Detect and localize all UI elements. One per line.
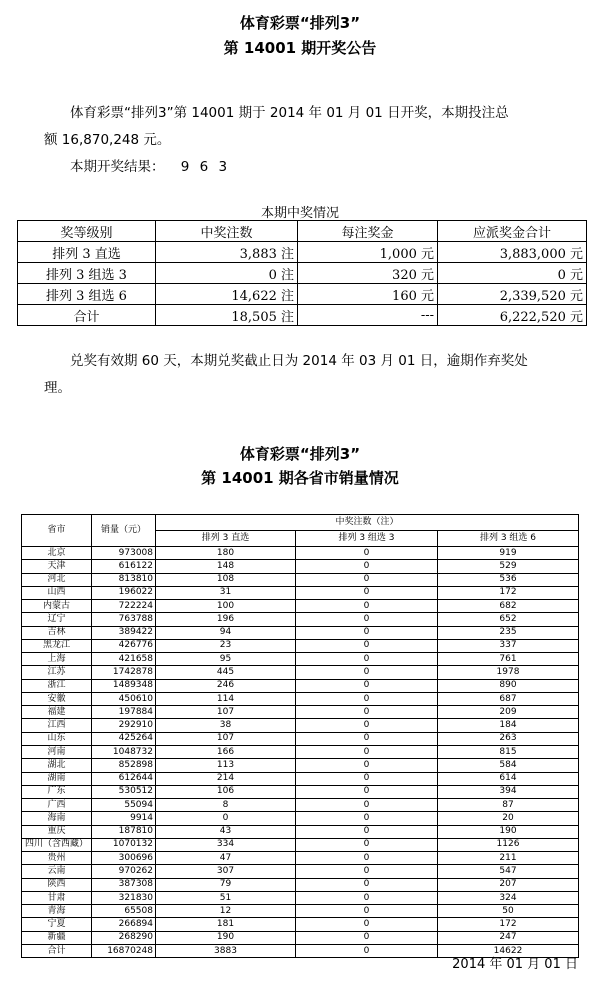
sales-group6-count: 815 [438,745,579,758]
sales-group6-count: 1978 [438,666,579,679]
sales-group6-count: 1126 [438,838,579,851]
award-total-row [18,305,587,326]
sales-group3-count: 0 [296,785,438,798]
sales-province: 湖南 [22,772,92,785]
sales-province: 山西 [22,586,92,599]
sales-direct-count: 106 [156,785,296,798]
sales-group6-count: 761 [438,653,579,666]
sales-row [22,732,579,745]
sales-province: 安徽 [22,692,92,705]
sales-amount: 1489348 [92,679,156,692]
notice-closing-line2: 理。 [44,380,71,396]
sales-direct-count: 148 [156,560,296,573]
sales-province: 新疆 [22,931,92,944]
sales-province: 浙江 [22,679,92,692]
award-prize: 1,000 元 [298,242,438,263]
footer-date: 2014 年 01 月 01 日 [452,957,578,972]
notice-closing-line1: 兑奖有效期 60 天，本期兑奖截止日为 2014 年 03 月 01 日，逾期作弃奖处 [70,353,528,369]
sales-amount: 426776 [92,639,156,652]
award-row [18,242,587,263]
sales-amount: 187810 [92,825,156,838]
sales-amount: 722224 [92,600,156,613]
sales-group6-count: 50 [438,905,579,918]
award-header-total: 应派奖金合计 [438,221,587,242]
sales-direct-count: 113 [156,759,296,772]
sales-group6-count: 324 [438,891,579,904]
sales-province: 北京 [22,547,92,560]
sales-row [22,573,579,586]
result-numbers: 9 6 3 [180,159,231,175]
sales-direct-count: 114 [156,692,296,705]
sales-row [22,759,579,772]
sales-group6-count: 184 [438,719,579,732]
sales-group3-count: 0 [296,600,438,613]
sales-amount: 852898 [92,759,156,772]
notice-title-line2: 第 14001 期开奖公告 [223,39,377,57]
sales-direct-count: 3883 [156,944,296,957]
sales-direct-count: 307 [156,865,296,878]
sales-direct-count: 196 [156,613,296,626]
sales-row [22,891,579,904]
award-header-prize: 每注奖金 [298,221,438,242]
sales-province: 云南 [22,865,92,878]
sales-group6-count: 687 [438,692,579,705]
sales-amount: 970262 [92,865,156,878]
sales-province: 河北 [22,573,92,586]
sales-header-group6: 排列 3 组选 6 [438,531,579,547]
sales-amount: 389422 [92,626,156,639]
sales-row [22,653,579,666]
sales-amount: 1742878 [92,666,156,679]
sales-row [22,626,579,639]
sales-group3-count: 0 [296,547,438,560]
sales-province: 湖北 [22,759,92,772]
sales-direct-count: 8 [156,799,296,812]
sales-row [22,785,579,798]
sales-direct-count: 100 [156,600,296,613]
sales-row [22,799,579,812]
sales-group3-count: 0 [296,931,438,944]
sales-amount: 387308 [92,878,156,891]
sales-group3-count: 0 [296,573,438,586]
sales-group6-count: 584 [438,759,579,772]
sales-group6-count: 890 [438,679,579,692]
sales-group6-count: 614 [438,772,579,785]
sales-group6-count: 652 [438,613,579,626]
award-count: 0 注 [156,263,298,284]
sales-province: 贵州 [22,852,92,865]
sales-header-group3: 排列 3 组选 3 [296,531,438,547]
sales-group3-count: 0 [296,865,438,878]
award-prize: 160 元 [298,284,438,305]
sales-group3-count: 0 [296,626,438,639]
sales-group3-count: 0 [296,745,438,758]
award-count: 14,622 注 [156,284,298,305]
sales-row [22,772,579,785]
sales-group6-count: 919 [438,547,579,560]
sales-group3-count: 0 [296,732,438,745]
sales-province: 海南 [22,812,92,825]
sales-group6-count: 263 [438,732,579,745]
sales-group6-count: 14622 [438,944,579,957]
sales-direct-count: 181 [156,918,296,931]
sales-province: 宁夏 [22,918,92,931]
sales-row [22,812,579,825]
sales-group6-count: 207 [438,878,579,891]
sales-direct-count: 12 [156,905,296,918]
sales-amount: 9914 [92,812,156,825]
sales-row [22,825,579,838]
sales-amount: 1048732 [92,745,156,758]
sales-direct-count: 47 [156,852,296,865]
award-row [18,284,587,305]
sales-title-line2: 第 14001 期各省市销量情况 [201,469,399,487]
sales-group3-count: 0 [296,878,438,891]
sales-direct-count: 107 [156,732,296,745]
sales-amount: 55094 [92,799,156,812]
sales-province: 青海 [22,905,92,918]
sales-row [22,666,579,679]
sales-group3-count: 0 [296,799,438,812]
sales-direct-count: 107 [156,706,296,719]
sales-province: 内蒙古 [22,600,92,613]
sales-province: 江西 [22,719,92,732]
sales-group3-count: 0 [296,692,438,705]
award-count: 3,883 注 [156,242,298,263]
sales-amount: 196022 [92,586,156,599]
sales-group3-count: 0 [296,944,438,957]
sales-row [22,706,579,719]
sales-group3-count: 0 [296,838,438,851]
sales-group3-count: 0 [296,772,438,785]
sales-province: 四川（含西藏） [22,838,92,851]
sales-direct-count: 95 [156,653,296,666]
award-table [17,220,587,326]
sales-group3-count: 0 [296,560,438,573]
sales-province: 黑龙江 [22,639,92,652]
sales-amount: 266894 [92,918,156,931]
sales-group6-count: 536 [438,573,579,586]
sales-group3-count: 0 [296,759,438,772]
sales-direct-count: 214 [156,772,296,785]
sales-province: 河南 [22,745,92,758]
sales-header-group: 中奖注数（注） [156,515,579,531]
sales-direct-count: 94 [156,626,296,639]
sales-direct-count: 38 [156,719,296,732]
sales-amount: 321830 [92,891,156,904]
sales-amount: 292910 [92,719,156,732]
sales-amount: 1070132 [92,838,156,851]
sales-table [21,514,579,958]
sales-row [22,692,579,705]
sales-group6-count: 547 [438,865,579,878]
award-level: 排列 3 直选 [18,242,156,263]
sales-row [22,905,579,918]
sales-row [22,586,579,599]
sales-province: 辽宁 [22,613,92,626]
sales-province: 广东 [22,785,92,798]
award-total: 3,883,000 元 [438,242,587,263]
award-header-level: 奖等级别 [18,221,156,242]
sales-direct-count: 23 [156,639,296,652]
sales-amount: 197884 [92,706,156,719]
sales-row [22,679,579,692]
sales-direct-count: 31 [156,586,296,599]
sales-direct-count: 51 [156,891,296,904]
award-table-header-row [18,221,587,242]
sales-direct-count: 190 [156,931,296,944]
sales-header-amount: 销量（元） [92,515,156,547]
sales-amount: 450610 [92,692,156,705]
award-level: 排列 3 组选 3 [18,263,156,284]
sales-direct-count: 79 [156,878,296,891]
sales-direct-count: 43 [156,825,296,838]
sales-province: 重庆 [22,825,92,838]
result-label: 本期开奖结果： [70,159,165,175]
sales-province: 天津 [22,560,92,573]
sales-direct-count: 180 [156,547,296,560]
result-line [70,154,230,181]
sales-group3-count: 0 [296,812,438,825]
sales-group3-count: 0 [296,613,438,626]
sales-province: 江苏 [22,666,92,679]
sales-row [22,719,579,732]
sales-group3-count: 0 [296,586,438,599]
award-level: 合计 [18,305,156,326]
sales-group6-count: 172 [438,586,579,599]
sales-province: 福建 [22,706,92,719]
award-table-caption: 本期中奖情况 [260,206,339,221]
sales-direct-count: 166 [156,745,296,758]
sales-header-direct: 排列 3 直选 [156,531,296,547]
sales-group6-count: 682 [438,600,579,613]
award-prize: 320 元 [298,263,438,284]
sales-group6-count: 20 [438,812,579,825]
sales-group3-count: 0 [296,706,438,719]
sales-province: 广西 [22,799,92,812]
sales-row [22,547,579,560]
notice-intro-line2: 额 16,870,248 元。 [44,132,171,148]
sales-group6-count: 172 [438,918,579,931]
sales-group3-count: 0 [296,679,438,692]
sales-group3-count: 0 [296,639,438,652]
sales-row [22,838,579,851]
sales-amount: 763788 [92,613,156,626]
sales-amount: 16870248 [92,944,156,957]
sales-row [22,865,579,878]
sales-row [22,878,579,891]
sales-row [22,931,579,944]
sales-group3-count: 0 [296,905,438,918]
sales-row [22,639,579,652]
sales-group3-count: 0 [296,852,438,865]
sales-province: 合计 [22,944,92,957]
sales-amount: 65508 [92,905,156,918]
sales-group3-count: 0 [296,719,438,732]
notice-title-line1: 体育彩票“排列3” [239,14,361,32]
sales-row [22,918,579,931]
sales-direct-count: 246 [156,679,296,692]
sales-direct-count: 334 [156,838,296,851]
sales-row [22,613,579,626]
award-total: 6,222,520 元 [438,305,587,326]
sales-amount: 612644 [92,772,156,785]
sales-group6-count: 209 [438,706,579,719]
award-total: 0 元 [438,263,587,284]
sales-row [22,745,579,758]
sales-amount: 530512 [92,785,156,798]
sales-province: 甘肃 [22,891,92,904]
sales-header-province: 省市 [22,515,92,547]
award-header-count: 中奖注数 [156,221,298,242]
sales-row [22,560,579,573]
sales-province: 山东 [22,732,92,745]
sales-direct-count: 445 [156,666,296,679]
sales-title-line1: 体育彩票“排列3” [239,445,361,463]
award-count: 18,505 注 [156,305,298,326]
award-total: 2,339,520 元 [438,284,587,305]
sales-province: 上海 [22,653,92,666]
sales-group6-count: 87 [438,799,579,812]
award-prize: --- [298,305,438,326]
sales-group6-count: 211 [438,852,579,865]
sales-group3-count: 0 [296,891,438,904]
sales-province: 陕西 [22,878,92,891]
sales-amount: 616122 [92,560,156,573]
sales-group6-count: 190 [438,825,579,838]
sales-amount: 425264 [92,732,156,745]
award-row [18,263,587,284]
award-level: 排列 3 组选 6 [18,284,156,305]
sales-group3-count: 0 [296,653,438,666]
sales-amount: 813810 [92,573,156,586]
sales-amount: 268290 [92,931,156,944]
sales-direct-count: 108 [156,573,296,586]
notice-intro-line1: 体育彩票“排列3”第 14001 期于 2014 年 01 月 01 日开奖，本期投注总 [70,105,509,121]
sales-row [22,852,579,865]
sales-header-row [22,515,579,531]
sales-group6-count: 394 [438,785,579,798]
sales-group6-count: 529 [438,560,579,573]
sales-group3-count: 0 [296,825,438,838]
sales-amount: 421658 [92,653,156,666]
sales-group6-count: 247 [438,931,579,944]
sales-amount: 300696 [92,852,156,865]
sales-province: 吉林 [22,626,92,639]
sales-group6-count: 235 [438,626,579,639]
sales-amount: 973008 [92,547,156,560]
sales-group3-count: 0 [296,918,438,931]
sales-group6-count: 337 [438,639,579,652]
sales-group3-count: 0 [296,666,438,679]
sales-direct-count: 0 [156,812,296,825]
sales-row [22,600,579,613]
